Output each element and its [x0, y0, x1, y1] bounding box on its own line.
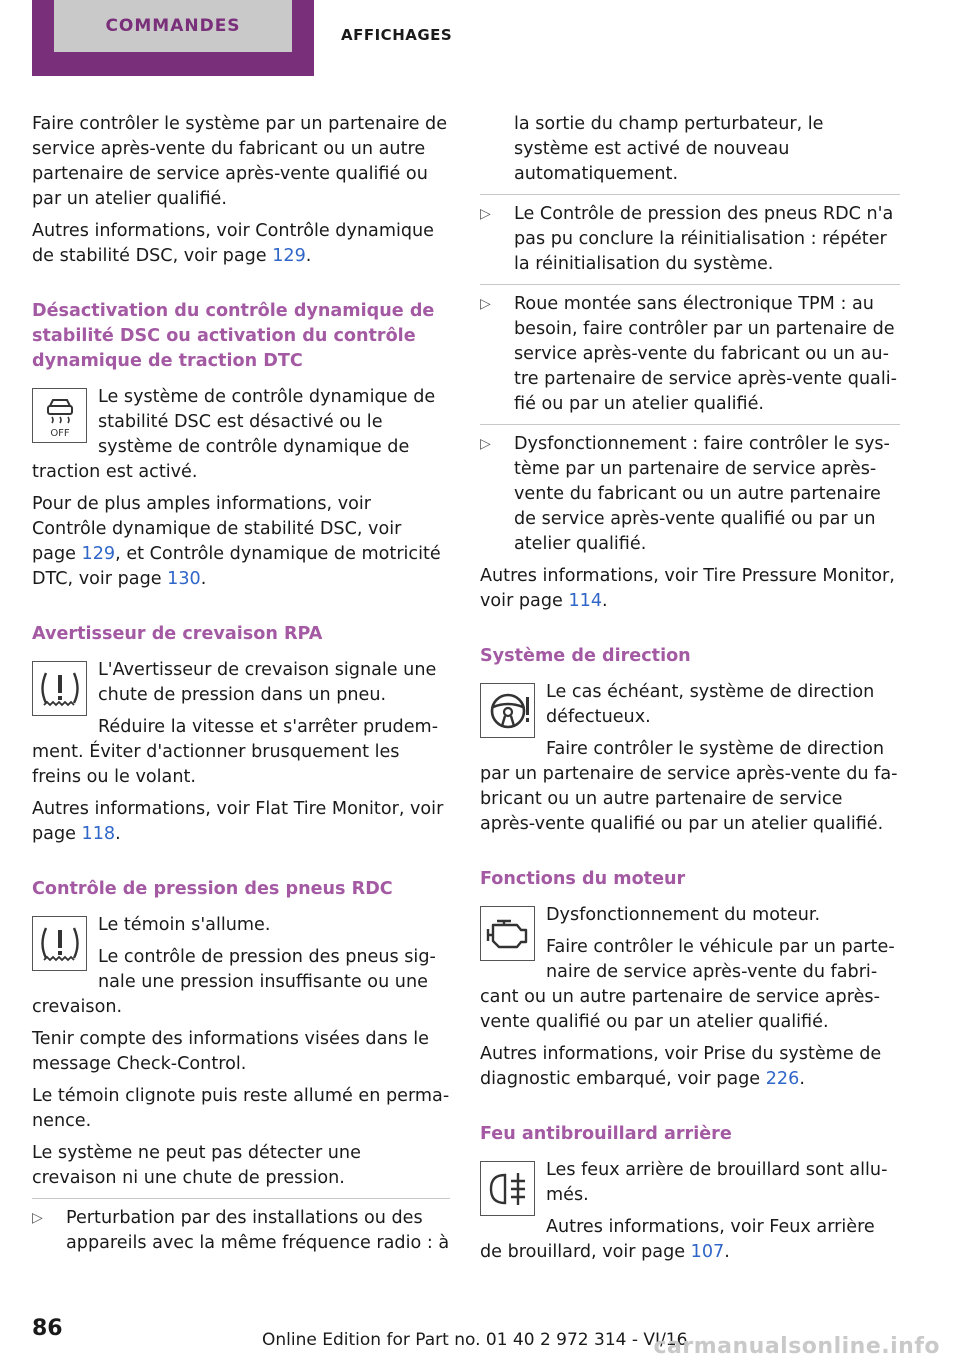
paragraph: Tenir compte des informations visées dans le message Check-Control.	[32, 1029, 430, 1074]
divider	[32, 1198, 450, 1199]
divider	[480, 194, 900, 195]
list-item: la sortie du champ perturbateur, le système est activé de nouveau automatiquement.	[514, 114, 824, 184]
tire-warning-icon	[32, 661, 87, 716]
right-column	[480, 112, 900, 1272]
section-heading-engine: Fonctions du moteur	[480, 869, 686, 889]
paragraph: Autres informations, voir Flat Tire Monitor, voir page 118.	[32, 799, 444, 844]
page-link[interactable]: 130	[167, 569, 201, 589]
page-number: 86	[32, 1316, 63, 1341]
list-item: ▷ Roue montée sans électronique TPM : au besoin, faire contrôler par un partenaire de service après-vente du fabricant ou un autre partenaire de service après-vente qualifié ou par un atelier qualifié.	[480, 294, 897, 414]
divider	[480, 284, 900, 285]
tab-affichages[interactable]: AFFICHAGES	[341, 26, 453, 44]
section-heading-steering: Système de direction	[480, 646, 691, 666]
page-link[interactable]: 226	[765, 1069, 800, 1089]
tab-commandes[interactable]	[32, 0, 314, 76]
paragraph: Réduire la vitesse et s'arrêter prudemment. Éviter d'actionner brusquement les freins ou le volant.	[32, 717, 439, 787]
page-link[interactable]: 129	[272, 246, 306, 266]
page-link[interactable]: 107	[690, 1242, 725, 1262]
watermark: carmanualsonline.info	[653, 1334, 940, 1359]
divider	[480, 424, 900, 425]
left-column	[32, 112, 450, 1263]
page-link[interactable]: 114	[568, 591, 603, 611]
list-item: ▷ Dysfonctionnement : faire contrôler le système par un partenaire de service après-vente du fabricant ou un autre partenaire de service après-vente qualifié ou par un atelier qualifié.	[480, 434, 890, 554]
steering-wheel-warning-icon	[480, 683, 535, 738]
paragraph: Le système de contrôle dynamique de stabilité DSC est désactivé ou le système de contrôle dynamique de traction est activé.	[32, 387, 436, 482]
section-heading-fog: Feu antibrouillard arrière	[480, 1124, 732, 1144]
paragraph: Autres informations, voir Feux arrière de brouillard, voir page 107.	[480, 1217, 875, 1262]
dsc-off-icon	[32, 388, 87, 443]
paragraph: Les feux arrière de brouillard sont allumés.	[546, 1160, 888, 1205]
paragraph: Le cas échéant, système de direction défectueux.	[546, 682, 875, 727]
list-item: ▷ Le Contrôle de pression des pneus RDC n'a pas pu conclure la réinitialisation : répéter la réinitialisation du système.	[480, 204, 894, 274]
paragraph: Faire contrôler le système par un partenaire de service après-vente du fabricant ou un autre partenaire de service après-vente qualifié ou par un atelier qualifié.	[32, 114, 448, 209]
paragraph: Pour de plus amples informations, voir Contrôle dynamique de stabilité DSC, voir page 129, et Contrôle dynamique de motricité DTC, voir page 130.	[32, 494, 441, 589]
list-item: ▷ Perturbation par des installations ou des appareils avec la même fréquence radio : à	[32, 1208, 450, 1253]
svg-text:OFF: OFF	[49, 427, 70, 438]
paragraph: Faire contrôler le système de direction par un partenaire de service après-vente du fabricant ou un autre partenaire de service après-vente qualifié ou par un atelier qualifié.	[480, 739, 898, 834]
paragraph: Dysfonctionnement du moteur.	[546, 905, 821, 925]
bullet-marker: ▷	[480, 206, 491, 222]
paragraph: Le système ne peut pas détecter une crevaison ni une chute de pression.	[32, 1143, 361, 1188]
section-heading-dsc: Désactivation du contrôle dynamique de stabilité DSC ou activation du contrôle dynamique de traction DTC	[32, 301, 435, 371]
tire-pressure-icon	[32, 916, 87, 971]
engine-icon	[480, 906, 535, 961]
page-link[interactable]: 129	[81, 544, 116, 564]
paragraph: Autres informations, voir Prise du système de diagnostic embarqué, voir page 226.	[480, 1044, 882, 1089]
page-link[interactable]: 118	[81, 824, 116, 844]
paragraph: L'Avertisseur de crevaison signale une chute de pression dans un pneu.	[98, 660, 437, 705]
edition-footer: Online Edition for Part no. 01 40 2 972 314 - VI/16	[262, 1330, 688, 1350]
paragraph: Le contrôle de pression des pneus signale une pression insuffisante ou une crevaison.	[32, 947, 436, 1017]
paragraph: Faire contrôler le véhicule par un partenaire de service après-vente du fabricant ou un autre partenaire de service après-vente qualifié ou par un atelier qualifié.	[480, 937, 895, 1032]
bullet-marker: ▷	[480, 296, 491, 312]
section-heading-rdc: Contrôle de pression des pneus RDC	[32, 879, 393, 899]
paragraph: Le témoin s'allume.	[98, 915, 271, 935]
section-heading-rpa: Avertisseur de crevaison RPA	[32, 624, 323, 644]
rear-fog-light-icon	[480, 1161, 535, 1216]
bullet-marker: ▷	[32, 1210, 43, 1226]
tab-commandes-label: COMMANDES	[54, 0, 292, 52]
paragraph: Le témoin clignote puis reste allumé en permanence.	[32, 1086, 450, 1131]
bullet-marker: ▷	[480, 436, 491, 452]
paragraph: Autres informations, voir Tire Pressure Monitor, voir page 114.	[480, 566, 895, 611]
paragraph: Autres informations, voir Contrôle dynamique de stabilité DSC, voir page 129.	[32, 221, 434, 266]
